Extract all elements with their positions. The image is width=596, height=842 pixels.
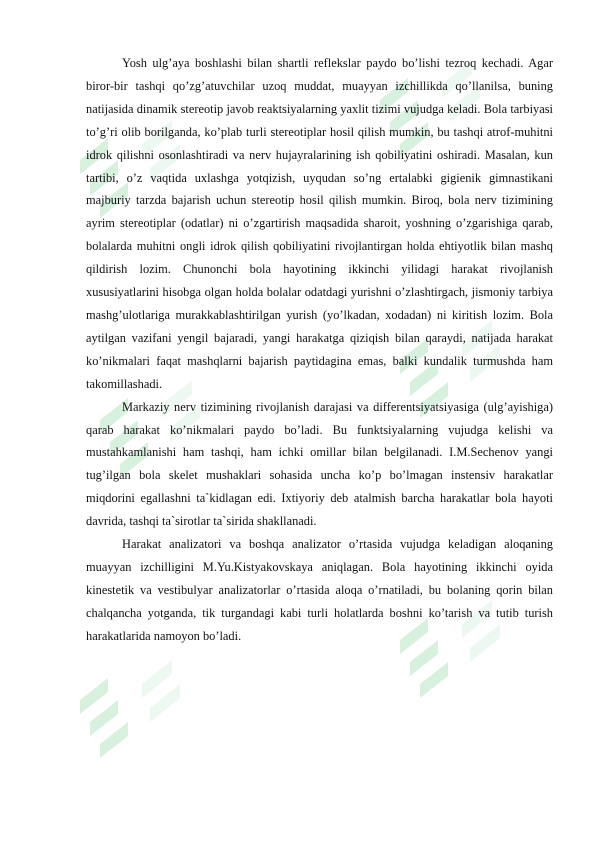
paragraph-1: Yosh ulg’aya boshlashi bilan shartli reflekslar paydo bo’lishi tezroq kechadi. Agar biror-bir tashqi qo’zg’atuvchilar uzoq muddat, muayyan izchillikda qo’llanilsa, buning natijasida dinamik stereotip javob reaktsiyalarning yaxlit tizimi vujudga keladi. Bola tarbiyasi to’g’ri olib borilganda, ko’plab turli stereotiplar hosil qilish mumkin, bu tashqi atrof-muhitni idrok qilishni osonlashtiradi va nerv hujayralarining ish qobiliyatini oshiradi. Masalan, kun tartibi, o’z vaqtida uxlashga yotqizish, uyqudan so’ng ertalabki gigienik gimnastikani majburiy tarzda bajarish uchun stereotip hosil qilish mumkin. Biroq, bola nerv tizimining ayrim stereotiplar (odatlar) ni o’zgartirish maqsadida sharoit, yoshning o’zgarishiga qarab, bolalarda muhitni ongli idrok qilish qobiliyatini rivojlantirgan holda ehtiyotlik bilan mashq qildirish lozim. Chunonchi bola hayotining ikkinchi yilidagi harakat rivojlanish xususiyatlarini hisobga olgan holda bolalar odatdagi yurishni o’zlashtirgach, jismoniy tarbiya mashg’ulotlariga murakkablashtirilgan yurish (yo’lkadan, xodadan) ni kiritish lozim. Bola aytilgan vazifani yengil bajaradi, yangi harakatga qiziqish bilan qaraydi, natijada harakat ko’nikmalari faqat mashqlarni bajarish paytidagina emas, balki kundalik turmushda ham takomillashadi. <box>86 56 553 391</box>
paragraph-2: Markaziy nerv tizimining rivojlanish darajasi va differentsiyatsiyasiga (ulg’ayishiga) qarab harakat ko’nikmalari paydo bo’ladi. Bu funktsiyalarning vujudga kelishi va mustahkamlanishi ham tashqi, ham ichki omillar bilan belgilanadi. I.M.Sechenov yangi tug’ilgan bola skelet mushaklari sohasida uncha ko’p bo’lmagan instensiv harakatlar miqdorini egallashni ta`kidlagan edi. Ixtiyoriy deb atalmish barcha harakatlar bola hayoti davrida, tashqi ta`sirotlar ta`sirida shakllanadi. <box>86 399 553 529</box>
paragraph-3: Harakat analizatori va boshqa analizator o’rtasida vujudga keladigan aloqaning muayyan izchilligini M.Yu.Kistyakovskaya aniqlagan. Bola hayotining ikkinchi oyida kinestetik va vestibulyar analizatorlar o’rtasida aloqa o’rnatiladi, bu bolaning qorin bilan chalqancha yotganda, tik turgandagi kabi turli holatlarda boshni ko’tarish va tutib turish harakatlarida namoyon bo’ladi. <box>86 537 553 643</box>
body-text <box>86 52 553 648</box>
